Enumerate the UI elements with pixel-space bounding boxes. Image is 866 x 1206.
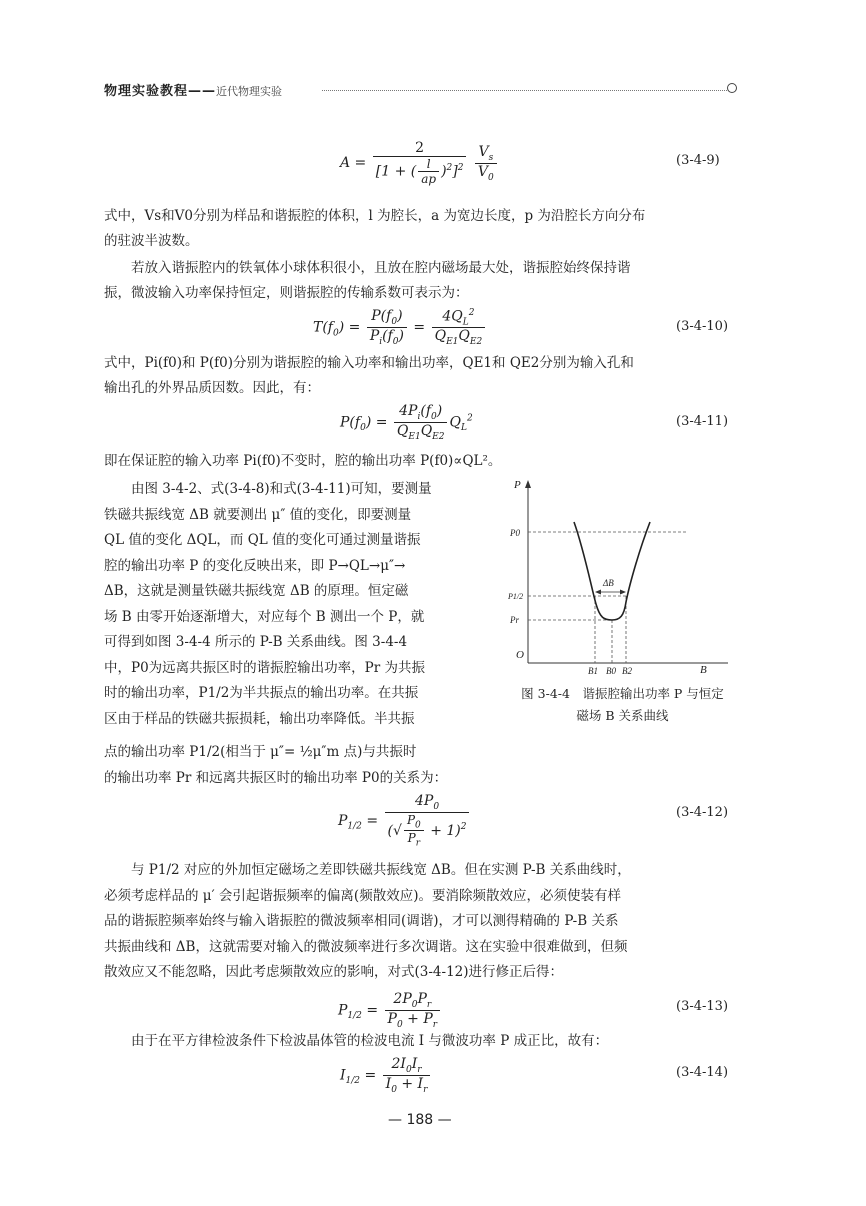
equation-number: (3-4-9) bbox=[676, 153, 720, 168]
equation-number: (3-4-14) bbox=[676, 1065, 729, 1080]
paragraph-line: 式中，Pi(f0)和 P(f0)分别为谐振腔的输入功率和输出功率，QE1和 QE2分别为输入孔和 bbox=[104, 355, 634, 371]
figure-caption bbox=[505, 683, 740, 727]
paragraph-line: 时的输出功率，P1/2为半共振点的输出功率。在共振 bbox=[104, 685, 419, 701]
phalf-label: P1/2 bbox=[508, 592, 524, 601]
paragraph-line: 场 B 由零开始逐渐增大，对应每个 B 测出一个 P，就 bbox=[104, 608, 425, 625]
paragraph-line: ΔB，这就是测量铁磁共振线宽 ΔB 的原理。恒定磁 bbox=[104, 583, 409, 599]
figure-p-b-curve bbox=[508, 478, 740, 678]
paragraph-line: 若放入谐振腔内的铁氧体小球体积很小，且放在腔内磁场最大处，谐振腔始终保持谐 bbox=[131, 260, 631, 276]
equation-number: (3-4-13) bbox=[676, 999, 729, 1014]
equation-3-4-12: $P_{1/2}$ = $4P_0$ (√ $\frac{P_0}{P_r}$ + 1)$^2$ bbox=[338, 793, 471, 849]
b2-label: B2 bbox=[622, 666, 632, 676]
origin-label: O bbox=[516, 649, 524, 661]
paragraph-line: 的输出功率 Pr 和远离共振区时的输出功率 P0的关系为： bbox=[104, 770, 448, 786]
y-axis-label: P bbox=[514, 479, 521, 491]
paragraph-line: 即在保证腔的输入功率 Pi(f0)不变时，腔的输出功率 P(f0)∝QL²。 bbox=[104, 453, 502, 469]
caption-line: 图 3-4-4 谐振腔输出功率 P 与恒定 bbox=[521, 686, 724, 701]
delta-b-label: ΔB bbox=[603, 578, 614, 588]
paragraph-line: 铁磁共振线宽 ΔB 就要测出 μ″ 值的变化，即要测量 bbox=[104, 506, 412, 523]
paragraph-line: 腔的输出功率 P 的变化反映出来，即 P→QL→μ″→ bbox=[104, 557, 406, 574]
b0-label: B0 bbox=[606, 666, 616, 676]
resonance-curve bbox=[574, 522, 650, 620]
book-title: 物理实验教程 bbox=[104, 84, 189, 99]
header-dash: —— bbox=[188, 84, 217, 99]
p0-label: P0 bbox=[510, 528, 520, 538]
running-header bbox=[104, 80, 282, 99]
paragraph-line: 振，微波输入功率保持恒定，则谐振腔的传输系数可表示为： bbox=[104, 285, 469, 301]
equation-3-4-11: $P(f_0)$ = $\frac{4P_i(f_0)}{Q_{E1}Q_{E2}}$ $Q_L^2$ bbox=[340, 403, 473, 442]
paragraph-line: 品的谐振腔频率始终与输入谐振腔的微波频率相同(调谐)，才可以测得精确的 P-B 关系 bbox=[104, 913, 619, 929]
equation-number: (3-4-10) bbox=[676, 319, 729, 334]
header-dotted-rule bbox=[322, 90, 727, 91]
equation-3-4-14: $I_{1/2}$ = $\frac{2I_0I_r}{I_0 + I_r}$ bbox=[340, 1056, 432, 1095]
delta-b-arrowhead-left bbox=[595, 590, 601, 595]
header-circle-mark bbox=[727, 83, 737, 93]
y-axis-arrow bbox=[525, 480, 531, 488]
paragraph-line: QL 值的变化 ΔQL，而 QL 值的变化可通过测量谐振 bbox=[104, 532, 421, 548]
paragraph-line: 散效应又不能忽略，因此考虑频散效应的影响，对式(3-4-12)进行修正后得： bbox=[104, 964, 564, 980]
b1-label: B1 bbox=[588, 666, 598, 676]
x-axis-label: B bbox=[700, 664, 707, 676]
equation-3-4-13: $P_{1/2}$ = $\frac{2P_0P_r}{P_0 + P_r}$ bbox=[338, 991, 442, 1030]
paragraph-line: 可得到如图 3-4-4 所示的 P-B 关系曲线。图 3-4-4 bbox=[104, 634, 408, 650]
paragraph-line: 点的输出功率 P1/2(相当于 μ″= ½μ″m 点)与共振时 bbox=[104, 744, 417, 760]
paragraph-line: 输出孔的外界品质因数。因此，有： bbox=[104, 380, 320, 396]
section-title: 近代物理实验 bbox=[216, 85, 283, 98]
equation-3-4-10: $T(f_0)$ = $\frac{P(f_0)}{P_i(f_0)}$ = $\frac{4Q_L^2}{Q_{E1}Q_{E2}}$ bbox=[313, 308, 487, 347]
pr-label: Pr bbox=[510, 615, 519, 625]
paragraph-line: 区由于样品的铁磁共振损耗，输出功率降低。半共振 bbox=[104, 710, 415, 727]
paragraph-line: 中，P0为远离共振区时的谐振腔输出功率，Pr 为共振 bbox=[104, 659, 426, 676]
paragraph-line: 由图 3-4-2、式(3-4-8)和式(3-4-11)可知，要测量 bbox=[131, 481, 432, 497]
delta-b-arrowhead-right bbox=[620, 590, 626, 595]
paragraph-line: 必须考虑样品的 μ′ 会引起谐振频率的偏离(频散效应)。要消除频散效应，必须使装有样 bbox=[104, 887, 621, 904]
paragraph-line: 的驻波半波数。 bbox=[104, 233, 199, 249]
page-number: — 188 — bbox=[388, 1112, 452, 1128]
equation-3-4-9: A = 2 [1 + ( $\frac{l}{ap}$ )$^2$]$^2$ $\frac{V_s}{V_0}$ bbox=[340, 140, 499, 186]
paragraph-line: 由于在平方律检波条件下检波晶体管的检波电流 I 与微波功率 P 成正比，故有： bbox=[131, 1033, 609, 1049]
paragraph-line: 共振曲线和 ΔB，这就需要对输入的微波频率进行多次调谐。这在实验中很难做到，但频 bbox=[104, 938, 628, 955]
caption-line: 磁场 B 关系曲线 bbox=[576, 708, 669, 723]
equation-number: (3-4-11) bbox=[676, 414, 729, 429]
equation-number: (3-4-12) bbox=[676, 805, 729, 820]
paragraph-line: 式中，Vs和V0分别为样品和谐振腔的体积，l 为腔长，a 为宽边长度，p 为沿腔长方向分布 bbox=[104, 208, 646, 224]
paragraph-line: 与 P1/2 对应的外加恒定磁场之差即铁磁共振线宽 ΔB。但在实测 P-B 关系曲线时， bbox=[131, 862, 631, 878]
